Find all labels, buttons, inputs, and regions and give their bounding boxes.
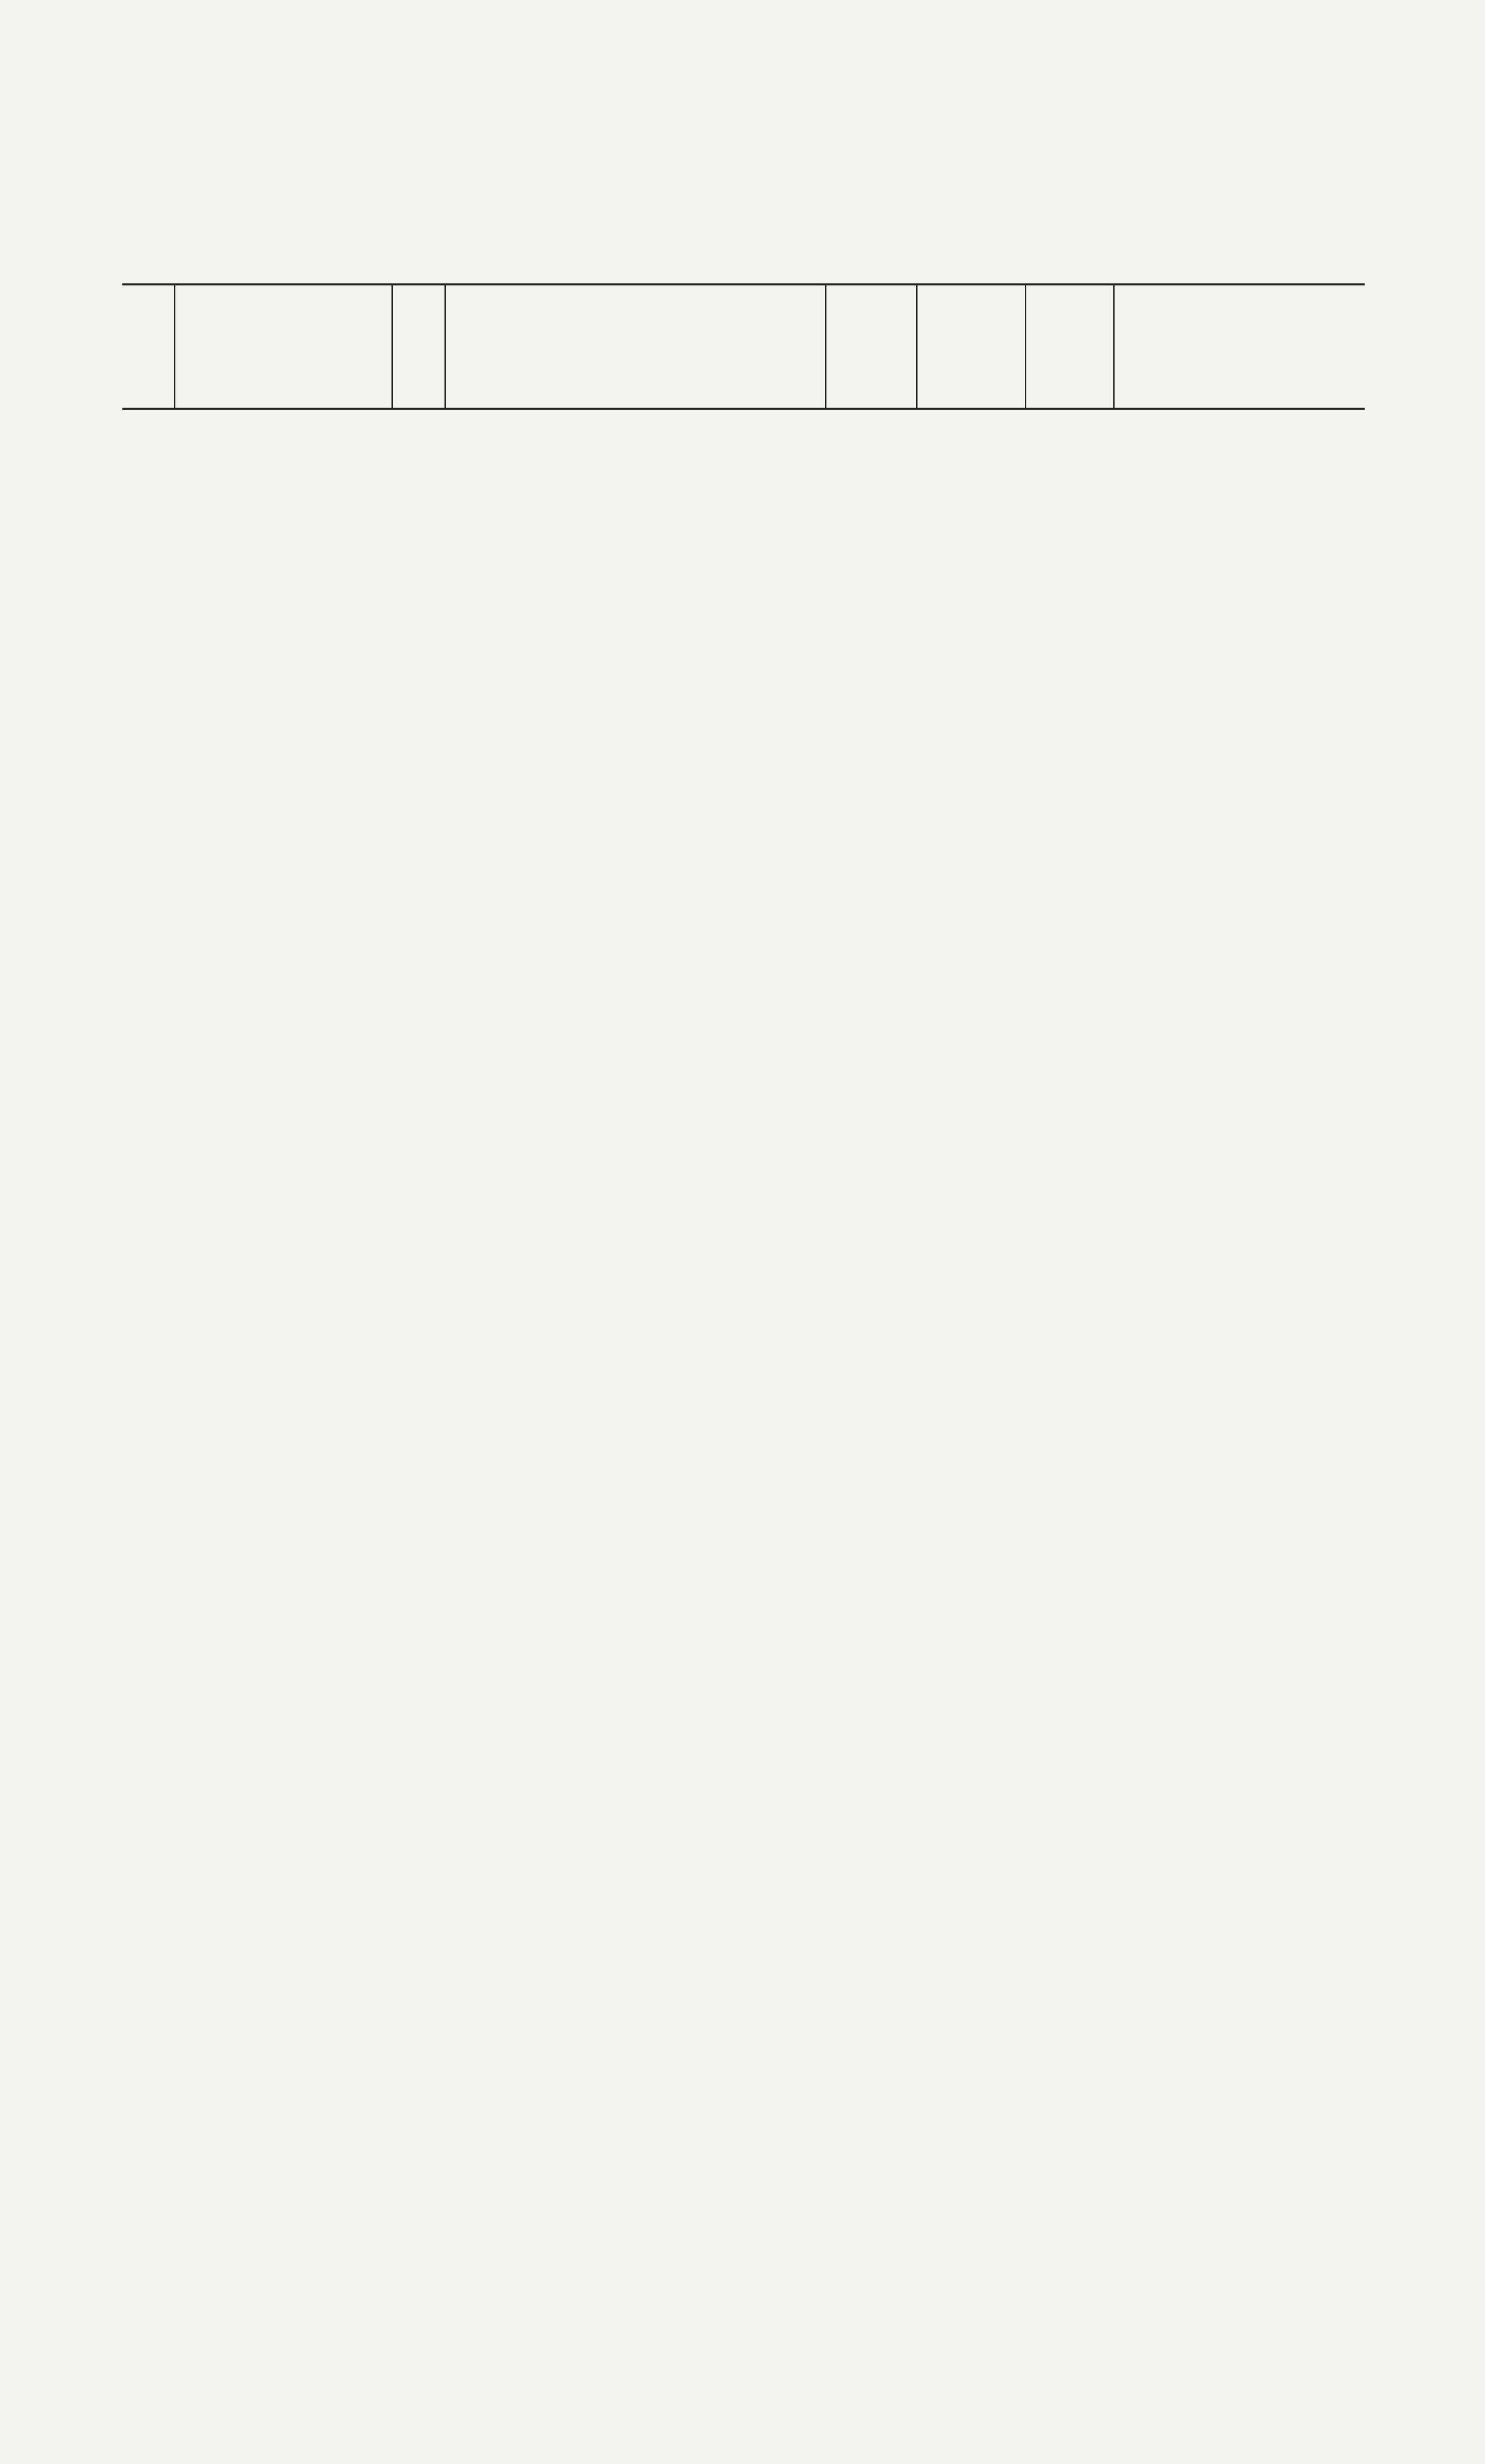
col-header-salary xyxy=(1026,285,1115,409)
col-header-office xyxy=(446,285,826,409)
col-header-service xyxy=(918,285,1026,409)
col-header-date xyxy=(826,285,918,409)
col-header-remarks xyxy=(1115,285,1366,409)
col-header-age xyxy=(393,285,446,409)
col-header-no xyxy=(122,285,175,409)
col-header-name xyxy=(175,285,393,409)
